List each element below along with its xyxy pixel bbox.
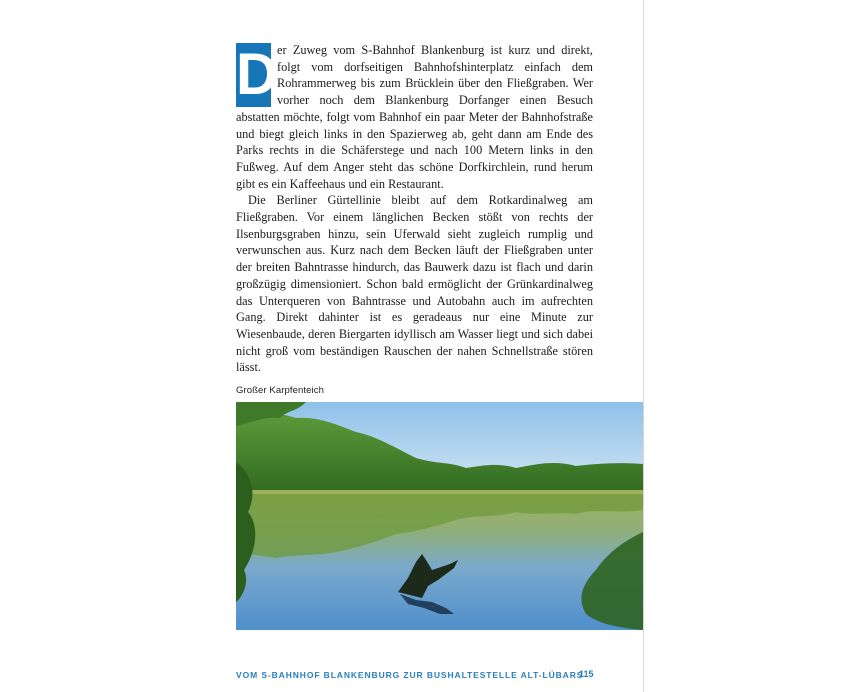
running-footer-title: VOM S-BAHNHOF BLANKENBURG ZUR BUSHALTESTELLE ALT-LÜBARS [236,670,584,680]
drop-cap: D [236,42,276,107]
photo-caption: Großer Karpfenteich [236,385,324,396]
article-body [236,42,593,376]
paragraph-1 [236,42,593,192]
paragraph-2: Die Berliner Gürtellinie bleibt auf dem Rotkardinalweg am Fließgraben. Vor einem länglichen Becken stößt von rechts der Ilsenburgsgraben hinzu, sein Uferwald sieht zugleich rumplig und verwunschen aus. Kurz nach dem Becken läuft der Fließgraben unter der breiten Bahntrasse hindurch, das Bauwerk dazu ist flach und darin großzügig dimensioniert. Schon bald ermöglicht der Grünkardinalweg das Unterqueren von Bahntrasse und Autobahn auch im aufrechten Gang. Direkt dahinter ist es geradeaus nur eine Minute zur Wiesenbaude, deren Biergarten idyllisch am Wasser liegt und sich dabei nicht groß vom beständigen Rauschen der nahen Schnellstraße stören lässt. [236,193,593,375]
page-number: 115 [579,669,594,679]
paragraph-1-text: er Zuweg vom S-Bahnhof Blankenburg ist kurz und direkt, folgt vom dorfseitigen Bahnhofshinterplatz einfach dem Rohrammerweg bis zum Brücklein über den Fließgraben. Wer vorher noch dem Blankenburg Dorfanger einen Besuch abstatten möchte, folgt vom Bahnhof ein paar Meter der Bahnhofstraße und biegt gleich links in den Spazierweg ab, geht dann am Ende des Parks rechts in die Schäferstege und nach 100 Metern links in den Fußweg. Auf dem Anger steht das schöne Dorfkirchlein, rund herum gibt es ein Kaffeehaus und ein Restaurant. [236,43,593,191]
page-edge-divider [643,0,644,692]
lake-photo [236,402,643,630]
